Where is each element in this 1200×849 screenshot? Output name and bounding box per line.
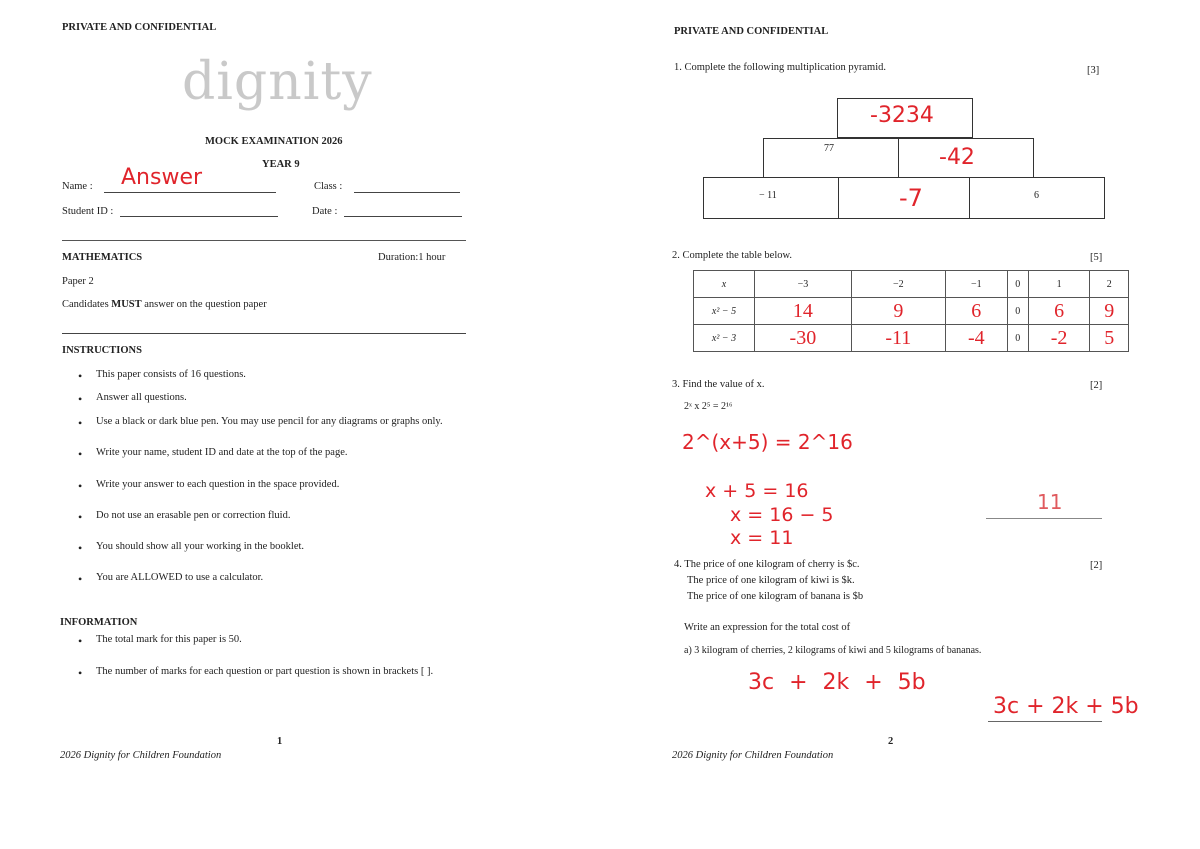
q3-working-line: x + 5 = 16 — [705, 480, 809, 502]
table-header-cell: x — [694, 271, 755, 298]
pyramid-bottom-right-value: 6 — [1034, 190, 1039, 201]
table-cell[interactable]: 6 — [945, 298, 1007, 325]
q4-prompt: Write an expression for the total cost of — [684, 622, 851, 633]
pyramid-mid-right-cell[interactable] — [898, 138, 1034, 178]
instructions-heading: INSTRUCTIONS — [62, 345, 142, 356]
date-underline[interactable] — [344, 216, 462, 217]
q3-working-line: 2^(x+5) = 2^16 — [682, 430, 853, 454]
table-cell[interactable]: -11 — [851, 325, 945, 352]
q3-equation: 2ˣ x 2⁵ = 2¹⁶ — [684, 401, 733, 412]
q4-line1: 4. The price of one kilogram of cherry is $c. — [674, 559, 860, 570]
table-header-cell: 0 — [1007, 271, 1028, 298]
pyramid-mid-left-cell — [763, 138, 899, 178]
table-row-label: x² − 5 — [694, 298, 755, 325]
class-underline[interactable] — [354, 192, 460, 193]
table-row — [694, 325, 1129, 352]
q4-answer-line[interactable] — [988, 721, 1102, 722]
q4-line2: The price of one kilogram of kiwi is $k. — [687, 575, 855, 586]
page2-header: PRIVATE AND CONFIDENTIAL — [674, 26, 829, 37]
information-heading: INFORMATION — [60, 617, 138, 628]
page-number: 2 — [888, 736, 894, 747]
list-item: • Answer all questions. — [96, 392, 187, 403]
q2-text: 2. Complete the table below. — [672, 250, 793, 261]
q4-marks: [2] — [1090, 560, 1103, 571]
list-item: • You are ALLOWED to use a calculator. — [96, 572, 263, 583]
candidates-note — [62, 299, 267, 310]
pyramid-bottom-mid-value: -7 — [899, 184, 923, 212]
list-item: • The number of marks for each question or part question is shown in brackets [ ]. — [96, 666, 433, 677]
name-label: Name : — [62, 181, 93, 192]
table-cell[interactable]: -4 — [945, 325, 1007, 352]
table-cell[interactable]: -2 — [1028, 325, 1090, 352]
table-cell: 0 — [1007, 298, 1028, 325]
list-item: • The total mark for this paper is 50. — [96, 634, 242, 645]
name-value[interactable]: Answer — [121, 165, 203, 190]
table-cell[interactable]: 6 — [1028, 298, 1090, 325]
duration: Duration:1 hour — [378, 252, 446, 263]
page-number: 1 — [277, 736, 283, 747]
values-table — [693, 270, 1129, 352]
list-item: • You should show all your working in the booklet. — [96, 541, 304, 552]
pyramid-mid-left-value: 77 — [824, 143, 834, 154]
list-item: • This paper consists of 16 questions. — [96, 369, 246, 380]
q4-answer[interactable]: 3c + 2k + 5b — [993, 694, 1139, 719]
q3-text: 3. Find the value of x. — [672, 379, 765, 390]
q4-part-a: a) 3 kilogram of cherries, 2 kilograms of kiwi and 5 kilograms of bananas. — [684, 645, 982, 656]
footer: 2026 Dignity for Children Foundation — [672, 750, 834, 761]
q3-answer-line[interactable] — [986, 518, 1102, 519]
class-label: Class : — [314, 181, 343, 192]
list-item: • Write your name, student ID and date at the top of the page. — [96, 447, 348, 458]
q1-text: 1. Complete the following multiplication pyramid. — [674, 62, 887, 73]
list-item: • Write your answer to each question in the space provided. — [96, 479, 339, 490]
table-row — [694, 271, 1129, 298]
list-item: • Use a black or dark blue pen. You may use pencil for any diagrams or graphs only. — [96, 416, 443, 427]
paper-number: Paper 2 — [62, 276, 94, 287]
table-cell[interactable]: 5 — [1090, 325, 1129, 352]
candidates-note-pre: Candidates — [62, 299, 112, 310]
pyramid-bottom-mid-cell[interactable] — [838, 177, 970, 219]
q3-answer[interactable]: 11 — [1037, 490, 1063, 514]
name-underline — [104, 192, 276, 193]
table-header-cell: −3 — [755, 271, 852, 298]
table-header-cell: 1 — [1028, 271, 1090, 298]
table-cell[interactable]: -30 — [755, 325, 852, 352]
subject-title: MATHEMATICS — [62, 252, 143, 263]
pyramid-bottom-left-value: − 11 — [759, 190, 777, 201]
candidates-note-bold: MUST — [111, 299, 142, 310]
year-label: YEAR 9 — [262, 159, 300, 170]
q3-marks: [2] — [1090, 380, 1103, 391]
table-header-cell: −1 — [945, 271, 1007, 298]
candidates-note-post: answer on the question paper — [141, 299, 267, 310]
table-cell[interactable]: 9 — [1090, 298, 1129, 325]
page1-header: PRIVATE AND CONFIDENTIAL — [62, 22, 217, 33]
table-header-cell: 2 — [1090, 271, 1129, 298]
table-cell[interactable]: 14 — [755, 298, 852, 325]
student-id-underline[interactable] — [120, 216, 278, 217]
q4-working: 3c + 2k + 5b — [748, 670, 926, 695]
q2-marks: [5] — [1090, 252, 1103, 263]
dignity-logo: dignity — [182, 52, 373, 112]
student-id-label: Student ID : — [62, 206, 114, 217]
pyramid-top-cell[interactable] — [837, 98, 973, 138]
table-header-cell: −2 — [851, 271, 945, 298]
q4-line3: The price of one kilogram of banana is $b — [687, 591, 864, 602]
pyramid-mid-right-value: -42 — [939, 145, 975, 170]
table-row-label: x² − 3 — [694, 325, 755, 352]
table-row — [694, 298, 1129, 325]
date-label: Date : — [312, 206, 338, 217]
q3-working-line: x = 11 — [730, 527, 794, 549]
divider — [62, 240, 466, 241]
pyramid-bottom-right-cell — [969, 177, 1105, 219]
q1-marks: [3] — [1087, 65, 1100, 76]
q3-working-line: x = 16 − 5 — [730, 504, 834, 526]
pyramid-bottom-left-cell — [703, 177, 839, 219]
divider — [62, 333, 466, 334]
exam-title: MOCK EXAMINATION 2026 — [205, 136, 343, 147]
list-item: • Do not use an erasable pen or correction fluid. — [96, 510, 290, 521]
pyramid-top-value: -3234 — [870, 103, 934, 128]
footer: 2026 Dignity for Children Foundation — [60, 750, 222, 761]
table-cell: 0 — [1007, 325, 1028, 352]
table-cell[interactable]: 9 — [851, 298, 945, 325]
